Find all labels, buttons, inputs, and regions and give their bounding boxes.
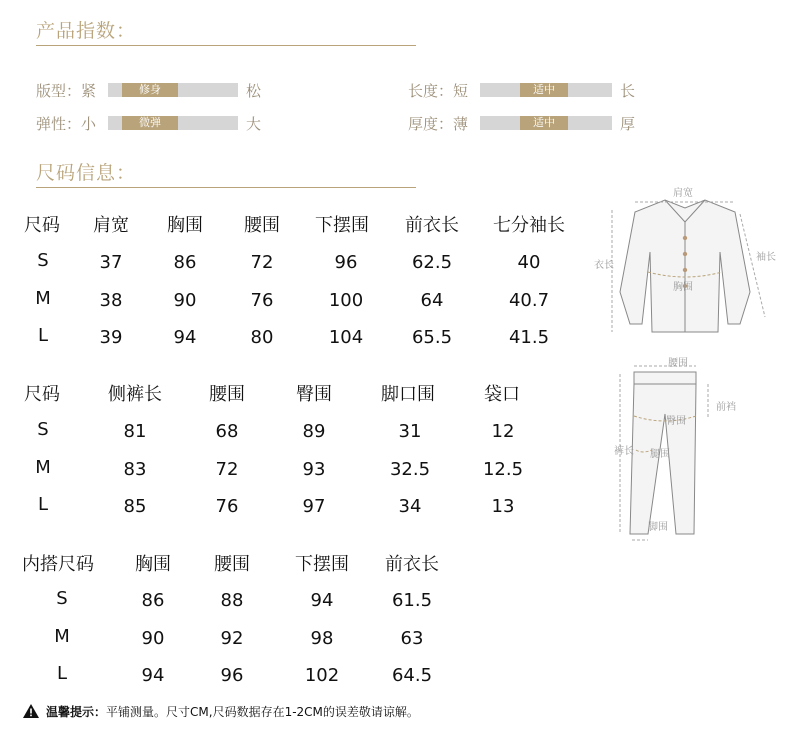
pants-diagram xyxy=(612,354,772,544)
table-cell: 94 xyxy=(310,590,334,611)
table-cell: 40 xyxy=(517,252,541,273)
table-cell: 61.5 xyxy=(391,590,433,611)
attr-elasticity-end: 大 xyxy=(246,115,262,133)
label-shoulder: 肩宽 xyxy=(673,188,693,199)
attr-fit-end: 松 xyxy=(246,82,262,100)
t2-header-waist: 腰围 xyxy=(209,384,245,405)
table-cell: 38 xyxy=(99,290,123,311)
label-waist: 腰围 xyxy=(668,358,688,369)
table-cell: 98 xyxy=(310,628,334,649)
t3-header-waist: 腰围 xyxy=(214,554,250,575)
attr-fit-label: 版型：紧 xyxy=(36,82,97,100)
shirt-button xyxy=(683,252,687,256)
shirt-diagram xyxy=(590,182,780,347)
table-cell: 34 xyxy=(398,496,422,517)
warning-icon xyxy=(22,703,40,719)
table-cell: 76 xyxy=(250,290,274,311)
table-cell: 31 xyxy=(398,421,422,442)
warning-note xyxy=(22,703,419,720)
t1-header-sleeve: 七分袖长 xyxy=(493,215,565,236)
t1-header-size: 尺码 xyxy=(24,215,60,236)
table-cell: L xyxy=(37,494,49,515)
t1-header-shoulder: 肩宽 xyxy=(93,215,129,236)
label-rise: 前裆 xyxy=(716,402,736,413)
table-cell: 96 xyxy=(334,252,358,273)
pants-waistband xyxy=(634,372,696,384)
warning-label: 温馨提示： xyxy=(46,705,107,719)
label-length: 衣长 xyxy=(594,260,614,271)
table-cell: 88 xyxy=(220,590,244,611)
table-cell: 68 xyxy=(215,421,239,442)
table-cell: 83 xyxy=(123,459,147,480)
t3-header-length: 前衣长 xyxy=(385,554,439,575)
attr-length-label: 长度：短 xyxy=(408,82,469,100)
table-cell: M xyxy=(35,288,51,309)
table-cell: S xyxy=(37,250,49,271)
t2-header-hip: 臀围 xyxy=(296,384,332,405)
t3-header-chest: 胸围 xyxy=(135,554,171,575)
shirt-button xyxy=(683,268,687,272)
attr-thickness-label: 厚度：薄 xyxy=(408,115,469,133)
size-info-title: 尺码信息： xyxy=(36,162,137,184)
table-cell: L xyxy=(37,325,49,346)
t3-header-size: 内搭尺码 xyxy=(22,554,94,575)
table-cell: S xyxy=(56,588,68,609)
label-hip: 臀围 xyxy=(666,416,686,427)
attr-thickness-end: 厚 xyxy=(620,115,636,133)
table-cell: 81 xyxy=(123,421,147,442)
label-hem: 脚围 xyxy=(648,522,668,533)
attr-fit-bar xyxy=(108,83,238,97)
attr-length-end: 长 xyxy=(620,82,636,100)
table-cell: 12.5 xyxy=(482,459,524,480)
table-cell: 76 xyxy=(215,496,239,517)
table-cell: 64 xyxy=(420,290,444,311)
table-cell: 72 xyxy=(215,459,239,480)
label-chest: 胸围 xyxy=(673,282,693,293)
table-cell: 100 xyxy=(328,290,364,311)
attr-thickness-value: 适中 xyxy=(520,116,568,130)
table-cell: 85 xyxy=(123,496,147,517)
label-thigh: 腿围 xyxy=(650,449,670,460)
attr-elasticity-label: 弹性：小 xyxy=(36,115,97,133)
attr-fit xyxy=(36,80,276,100)
table-cell: 63 xyxy=(400,628,424,649)
table-cell: 86 xyxy=(173,252,197,273)
table-cell: 90 xyxy=(173,290,197,311)
attr-thickness-bar xyxy=(480,116,612,130)
table-cell: 39 xyxy=(99,327,123,348)
table-cell: 64.5 xyxy=(391,665,433,686)
product-index-divider xyxy=(36,45,416,46)
t1-header-length: 前衣长 xyxy=(405,215,459,236)
table-cell: 97 xyxy=(302,496,326,517)
table-cell: 94 xyxy=(141,665,165,686)
size-info-divider xyxy=(36,187,416,188)
table-cell: 37 xyxy=(99,252,123,273)
attr-length xyxy=(408,80,648,100)
label-sleeve: 袖长 xyxy=(756,252,776,263)
attr-length-bar xyxy=(480,83,612,97)
table-cell: S xyxy=(37,419,49,440)
table-cell: 41.5 xyxy=(508,327,550,348)
shirt-button xyxy=(683,236,687,240)
table-cell: 89 xyxy=(302,421,326,442)
table-cell: M xyxy=(35,457,51,478)
table-cell: 93 xyxy=(302,459,326,480)
t1-header-chest: 胸围 xyxy=(167,215,203,236)
table-cell: 96 xyxy=(220,665,244,686)
table-cell: 90 xyxy=(141,628,165,649)
product-index-title: 产品指数： xyxy=(36,20,137,42)
t1-header-waist: 腰围 xyxy=(244,215,280,236)
t3-header-hem: 下摆围 xyxy=(295,554,349,575)
t2-header-size: 尺码 xyxy=(24,384,60,405)
label-pant-length: 裤长 xyxy=(614,446,634,457)
table-cell: 102 xyxy=(304,665,340,686)
table-cell: 86 xyxy=(141,590,165,611)
t2-header-pocket: 袋口 xyxy=(484,384,520,405)
attr-elasticity-value: 微弹 xyxy=(122,116,178,130)
table-cell: 94 xyxy=(173,327,197,348)
attr-elasticity xyxy=(36,113,276,133)
table-cell: 104 xyxy=(328,327,364,348)
table-cell: 65.5 xyxy=(411,327,453,348)
table-cell: 62.5 xyxy=(411,252,453,273)
attr-elasticity-bar xyxy=(108,116,238,130)
table-cell: M xyxy=(54,626,70,647)
attr-length-value: 适中 xyxy=(520,83,568,97)
table-cell: 92 xyxy=(220,628,244,649)
table-cell: 13 xyxy=(491,496,515,517)
table-cell: L xyxy=(56,663,68,684)
attr-thickness xyxy=(408,113,648,133)
t1-header-hem: 下摆围 xyxy=(315,215,369,236)
attr-fit-value: 修身 xyxy=(122,83,178,97)
t2-header-hem: 脚口围 xyxy=(381,384,435,405)
table-cell: 72 xyxy=(250,252,274,273)
table-cell: 40.7 xyxy=(508,290,550,311)
table-cell: 80 xyxy=(250,327,274,348)
warning-text: 平铺测量。尺寸CM,尺码数据存在1-2CM的误差敬请谅解。 xyxy=(106,705,419,719)
table-cell: 32.5 xyxy=(389,459,431,480)
table-cell: 12 xyxy=(491,421,515,442)
t2-header-side-length: 侧裤长 xyxy=(108,384,162,405)
